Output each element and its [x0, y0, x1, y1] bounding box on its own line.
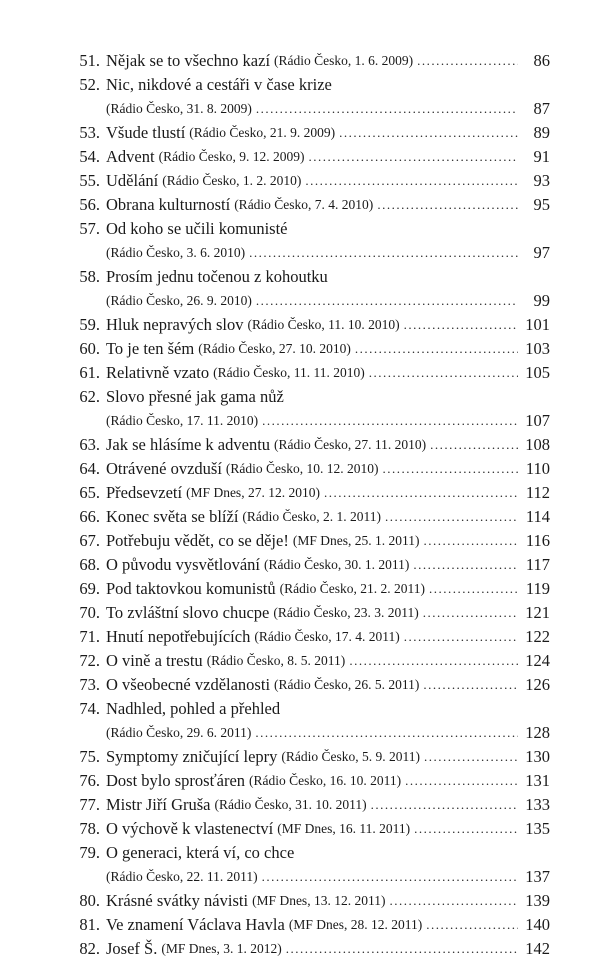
toc-entry	[66, 577, 550, 601]
table-of-contents	[66, 49, 550, 961]
entry-page-number: 101	[525, 315, 550, 334]
toc-row-continued	[66, 289, 550, 313]
entry-page-number: 140	[525, 915, 550, 934]
entry-source: (Rádio Česko, 23. 3. 2011)	[273, 605, 419, 620]
entry-number: 61.	[79, 363, 100, 382]
toc-entry	[66, 937, 550, 961]
toc-entry	[66, 673, 550, 697]
entry-number: 68.	[79, 555, 100, 574]
dot-leader	[305, 169, 518, 193]
toc-entry	[66, 913, 550, 937]
entry-number: 56.	[79, 195, 100, 214]
entry-source: (Rádio Česko, 30. 1. 2011)	[264, 557, 410, 572]
entry-page-number: 117	[525, 555, 550, 574]
entry-number: 51.	[79, 51, 100, 70]
toc-entry	[66, 193, 550, 217]
toc-row	[66, 745, 550, 769]
toc-row	[66, 265, 550, 289]
toc-row	[66, 937, 550, 961]
entry-source: (Rádio Česko, 27. 10. 2010)	[198, 341, 351, 356]
entry-body	[100, 313, 522, 337]
entry-title: Prosím jednu točenou z kohoutku	[106, 267, 328, 286]
entry-source: (Rádio Česko, 11. 11. 2010)	[213, 365, 365, 380]
entry-title: Potřebuju vědět, co se děje!	[106, 531, 289, 550]
dot-leader	[371, 793, 518, 817]
entry-number: 66.	[79, 507, 100, 526]
dot-leader	[429, 577, 518, 601]
entry-number: 71.	[79, 627, 100, 646]
entry-body	[100, 673, 522, 697]
dot-leader	[255, 721, 518, 745]
dot-leader	[423, 673, 518, 697]
dot-leader	[383, 457, 518, 481]
entry-source: (Rádio Česko, 2. 1. 2011)	[242, 509, 382, 524]
toc-entry	[66, 169, 550, 193]
entry-page-number: 86	[533, 51, 550, 70]
entry-body	[100, 889, 522, 913]
entry-title: O vině a trestu	[106, 651, 203, 670]
entry-page-number: 130	[525, 747, 550, 766]
entry-title: Krásné svátky návisti	[106, 891, 249, 910]
entry-body	[100, 865, 522, 889]
toc-row	[66, 193, 550, 217]
entry-title: Předsevzetí	[106, 483, 183, 502]
entry-page-number: 116	[525, 531, 550, 550]
entry-source: (MF Dnes, 16. 11. 2011)	[277, 821, 411, 836]
entry-number: 70.	[79, 603, 100, 622]
dot-leader	[377, 193, 518, 217]
entry-body	[100, 769, 522, 793]
entry-title: Hluk nepravých slov	[106, 315, 244, 334]
entry-source: (Rádio Česko, 16. 10. 2011)	[249, 773, 402, 788]
toc-row	[66, 169, 550, 193]
dot-leader	[339, 121, 518, 145]
toc-row	[66, 817, 550, 841]
dot-leader	[404, 313, 518, 337]
entry-page-number: 124	[525, 651, 550, 670]
entry-title: Všude tlustí	[106, 123, 186, 142]
entry-source: (MF Dnes, 27. 12. 2010)	[186, 485, 320, 500]
dot-leader	[262, 409, 518, 433]
toc-row	[66, 385, 550, 409]
dot-leader	[256, 289, 518, 313]
entry-page-number: 137	[525, 867, 550, 886]
entry-source: (Rádio Česko, 10. 12. 2010)	[225, 461, 379, 476]
entry-title: Nadhled, pohled a přehled	[106, 699, 281, 718]
entry-body	[100, 73, 550, 97]
toc-entry	[66, 841, 550, 889]
entry-page-number: 119	[525, 579, 550, 598]
entry-title: Nějak se to všechno kazí	[106, 51, 271, 70]
entry-title: O výchově k vlastenectví	[106, 819, 274, 838]
dot-leader	[349, 649, 518, 673]
entry-body	[100, 337, 522, 361]
entry-source: (Rádio Česko, 29. 6. 2011)	[106, 725, 252, 740]
entry-source: (Rádio Česko, 22. 11. 2011)	[106, 869, 258, 884]
toc-row	[66, 553, 550, 577]
entry-title: Symptomy zničující lepry	[106, 747, 278, 766]
entry-body	[100, 217, 550, 241]
entry-page-number: 110	[525, 459, 550, 478]
toc-row	[66, 361, 550, 385]
entry-page-number: 107	[525, 411, 550, 430]
dot-leader	[262, 865, 518, 889]
entry-title: Josef Š.	[106, 939, 158, 958]
dot-leader	[308, 145, 518, 169]
entry-source: (Rádio Česko, 26. 5. 2011)	[274, 677, 420, 692]
entry-body	[100, 577, 522, 601]
entry-page-number: 91	[533, 147, 550, 166]
entry-title: Slovo přesné jak gama nůž	[106, 387, 284, 406]
toc-entry	[66, 361, 550, 385]
toc-row	[66, 217, 550, 241]
toc-row	[66, 889, 550, 913]
entry-body	[100, 937, 522, 961]
toc-row	[66, 433, 550, 457]
toc-entry	[66, 553, 550, 577]
entry-body	[100, 913, 522, 937]
entry-number: 79.	[79, 843, 100, 862]
entry-title: Dost bylo sprosťáren	[106, 771, 246, 790]
dot-leader	[256, 97, 518, 121]
entry-number: 64.	[79, 459, 100, 478]
toc-entry	[66, 505, 550, 529]
entry-body	[100, 409, 522, 433]
toc-entry	[66, 769, 550, 793]
entry-page-number: 105	[525, 363, 550, 382]
toc-row	[66, 673, 550, 697]
toc-row-continued	[66, 409, 550, 433]
toc-row	[66, 601, 550, 625]
entry-body	[100, 793, 522, 817]
entry-page-number: 128	[525, 723, 550, 742]
entry-source: (Rádio Česko, 1. 2. 2010)	[162, 173, 302, 188]
entry-page-number: 122	[525, 627, 550, 646]
toc-row	[66, 841, 550, 865]
entry-title: To zvláštní slovo chucpe	[106, 603, 270, 622]
entry-source: (Rádio Česko, 3. 6. 2010)	[106, 245, 246, 260]
toc-entry	[66, 889, 550, 913]
entry-page-number: 131	[525, 771, 550, 790]
dot-leader	[414, 817, 518, 841]
entry-page-number: 114	[525, 507, 550, 526]
entry-number: 53.	[79, 123, 100, 142]
toc-entry	[66, 313, 550, 337]
entry-body	[100, 697, 550, 721]
entry-title: Mistr Jiří Gruša	[106, 795, 211, 814]
entry-number: 76.	[79, 771, 100, 790]
entry-title: Obrana kulturností	[106, 195, 231, 214]
entry-source: (Rádio Česko, 21. 9. 2009)	[189, 125, 336, 140]
toc-row	[66, 649, 550, 673]
entry-source: (Rádio Česko, 31. 8. 2009)	[106, 101, 252, 116]
entry-source: (MF Dnes, 13. 12. 2011)	[252, 893, 386, 908]
toc-row	[66, 625, 550, 649]
entry-source: (Rádio Česko, 27. 11. 2010)	[274, 437, 427, 452]
entry-body	[100, 553, 522, 577]
dot-leader	[404, 625, 518, 649]
entry-body	[100, 625, 522, 649]
toc-row	[66, 337, 550, 361]
entry-page-number: 103	[525, 339, 550, 358]
entry-body	[100, 145, 522, 169]
entry-body	[100, 841, 550, 865]
toc-entry	[66, 73, 550, 121]
entry-title: O všeobecné vzdělanosti	[106, 675, 271, 694]
entry-body	[100, 241, 522, 265]
dot-leader	[413, 553, 518, 577]
entry-number: 81.	[79, 915, 100, 934]
toc-row	[66, 769, 550, 793]
entry-number: 72.	[79, 651, 100, 670]
entry-body	[100, 289, 522, 313]
entry-number: 60.	[79, 339, 100, 358]
dot-leader	[424, 745, 518, 769]
entry-source: (MF Dnes, 3. 1. 2012)	[161, 941, 282, 956]
entry-number: 58.	[79, 267, 100, 286]
entry-source: (Rádio Česko, 17. 11. 2010)	[106, 413, 259, 428]
toc-row	[66, 529, 550, 553]
entry-body	[100, 385, 550, 409]
dot-leader	[417, 49, 518, 73]
toc-entry	[66, 385, 550, 433]
toc-row	[66, 121, 550, 145]
entry-number: 54.	[79, 147, 100, 166]
entry-number: 75.	[79, 747, 100, 766]
toc-entry	[66, 433, 550, 457]
entry-number: 63.	[79, 435, 100, 454]
entry-title: Pod taktovkou komunistů	[106, 579, 276, 598]
entry-body	[100, 481, 522, 505]
entry-page-number: 95	[533, 195, 550, 214]
entry-source: (Rádio Česko, 7. 4. 2010)	[234, 197, 374, 212]
entry-title: O původu vysvětlování	[106, 555, 260, 574]
toc-row	[66, 481, 550, 505]
entry-title: Ve znamení Václava Havla	[106, 915, 285, 934]
toc-row	[66, 793, 550, 817]
entry-source: (Rádio Česko, 11. 10. 2010)	[247, 317, 400, 332]
entry-body	[100, 817, 522, 841]
toc-row	[66, 913, 550, 937]
toc-entry	[66, 817, 550, 841]
entry-number: 55.	[79, 171, 100, 190]
dot-leader	[355, 337, 518, 361]
entry-body	[100, 193, 522, 217]
dot-leader	[286, 937, 518, 961]
entry-source: (Rádio Česko, 26. 9. 2010)	[106, 293, 252, 308]
entry-body	[100, 457, 522, 481]
dot-leader	[423, 529, 518, 553]
entry-source: (MF Dnes, 25. 1. 2011)	[292, 533, 420, 548]
entry-body	[100, 433, 522, 457]
entry-number: 82.	[79, 939, 100, 958]
entry-body	[100, 169, 522, 193]
entry-page-number: 121	[525, 603, 550, 622]
toc-entry	[66, 49, 550, 73]
toc-row-continued	[66, 865, 550, 889]
toc-row	[66, 145, 550, 169]
entry-page-number: 139	[525, 891, 550, 910]
toc-row-continued	[66, 721, 550, 745]
toc-entry	[66, 649, 550, 673]
toc-row-continued	[66, 241, 550, 265]
entry-number: 73.	[79, 675, 100, 694]
entry-page-number: 112	[525, 483, 550, 502]
toc-entry	[66, 697, 550, 745]
entry-source: (Rádio Česko, 31. 10. 2011)	[214, 797, 367, 812]
entry-source: (Rádio Česko, 8. 5. 2011)	[206, 653, 346, 668]
entry-title: Relativně vzato	[106, 363, 210, 382]
entry-body	[100, 265, 550, 289]
toc-row	[66, 697, 550, 721]
entry-number: 69.	[79, 579, 100, 598]
entry-body	[100, 97, 522, 121]
entry-page-number: 89	[533, 123, 550, 142]
entry-title: To je ten šém	[106, 339, 195, 358]
entry-number: 62.	[79, 387, 100, 406]
toc-row-continued	[66, 97, 550, 121]
entry-number: 52.	[79, 75, 100, 94]
entry-title: Otrávené ovzduší	[106, 459, 222, 478]
entry-title: Advent	[106, 147, 155, 166]
dot-leader	[430, 433, 518, 457]
toc-entry	[66, 121, 550, 145]
entry-body	[100, 121, 522, 145]
entry-body	[100, 601, 522, 625]
entry-number: 80.	[79, 891, 100, 910]
toc-entry	[66, 145, 550, 169]
dot-leader	[426, 913, 518, 937]
entry-body	[100, 361, 522, 385]
dot-leader	[423, 601, 518, 625]
toc-entry	[66, 217, 550, 265]
dot-leader	[249, 241, 518, 265]
toc-entry	[66, 481, 550, 505]
entry-source: (MF Dnes, 28. 12. 2011)	[288, 917, 423, 932]
entry-title: Nic, nikdové a cestáři v čase krize	[106, 75, 332, 94]
toc-row	[66, 313, 550, 337]
dot-leader	[385, 505, 518, 529]
entry-page-number: 108	[525, 435, 550, 454]
entry-body	[100, 649, 522, 673]
toc-entry	[66, 265, 550, 313]
entry-page-number: 99	[533, 291, 550, 310]
entry-page-number: 97	[533, 243, 550, 262]
toc-entry	[66, 625, 550, 649]
entry-title: Jak se hlásíme k adventu	[106, 435, 271, 454]
entry-title: O generaci, která ví, co chce	[106, 843, 295, 862]
entry-number: 57.	[79, 219, 100, 238]
entry-body	[100, 505, 522, 529]
entry-body	[100, 745, 522, 769]
toc-entry	[66, 337, 550, 361]
entry-number: 78.	[79, 819, 100, 838]
toc-row	[66, 505, 550, 529]
entry-number: 65.	[79, 483, 100, 502]
toc-entry	[66, 457, 550, 481]
entry-number: 74.	[79, 699, 100, 718]
toc-entry	[66, 529, 550, 553]
entry-source: (Rádio Česko, 17. 4. 2011)	[254, 629, 400, 644]
entry-source: (Rádio Česko, 21. 2. 2011)	[279, 581, 425, 596]
dot-leader	[405, 769, 518, 793]
entry-body	[100, 49, 522, 73]
entry-page-number: 87	[533, 99, 550, 118]
entry-title: Hnutí nepotřebujících	[106, 627, 251, 646]
entry-page-number: 93	[533, 171, 550, 190]
entry-body	[100, 721, 522, 745]
entry-number: 77.	[79, 795, 100, 814]
entry-title: Od koho se učili komunisté	[106, 219, 288, 238]
entry-page-number: 142	[525, 939, 550, 958]
toc-entry	[66, 745, 550, 769]
entry-title: Konec světa se blíží	[106, 507, 239, 526]
dot-leader	[389, 889, 518, 913]
toc-entry	[66, 601, 550, 625]
dot-leader	[324, 481, 518, 505]
toc-row	[66, 73, 550, 97]
entry-number: 59.	[79, 315, 100, 334]
entry-page-number: 133	[525, 795, 550, 814]
entry-title: Udělání	[106, 171, 159, 190]
entry-source: (Rádio Česko, 5. 9. 2011)	[281, 749, 421, 764]
entry-body	[100, 529, 522, 553]
entry-source: (Rádio Česko, 9. 12. 2009)	[158, 149, 305, 164]
toc-entry	[66, 793, 550, 817]
entry-source: (Rádio Česko, 1. 6. 2009)	[274, 53, 414, 68]
toc-row	[66, 577, 550, 601]
dot-leader	[369, 361, 518, 385]
entry-page-number: 135	[525, 819, 550, 838]
entry-number: 67.	[79, 531, 100, 550]
entry-page-number: 126	[525, 675, 550, 694]
toc-row	[66, 457, 550, 481]
toc-row	[66, 49, 550, 73]
